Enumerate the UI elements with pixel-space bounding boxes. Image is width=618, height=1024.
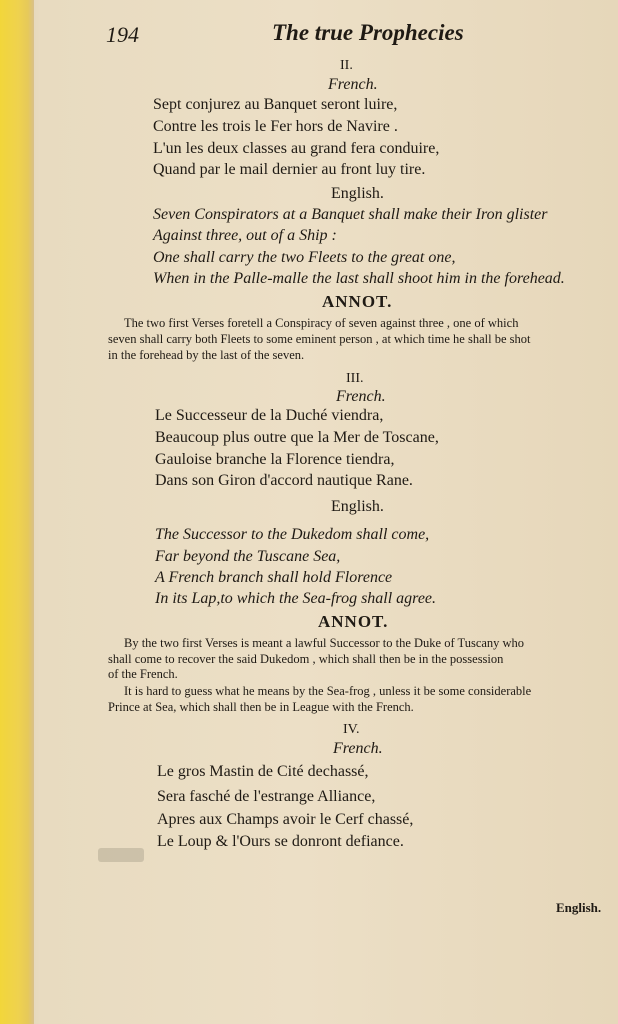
verse-line: One shall carry the two Fleets to the great one, (153, 249, 456, 266)
verse-line: Quand par le mail dernier au front luy tire. (153, 161, 426, 178)
annotation-line: of the French. (108, 667, 178, 681)
annotation-heading: ANNOT. (318, 612, 389, 631)
section-numeral: III. (346, 371, 364, 386)
verse-line: When in the Palle-malle the last shall shoot him in the forehead. (153, 270, 565, 287)
verse-line: Apres aux Champs avoir le Cerf chassé, (157, 811, 414, 828)
section-numeral: II. (340, 58, 353, 73)
annotation-line: in the forehead by the last of the seven. (108, 348, 305, 362)
verse-line: Le gros Mastin de Cité dechassé, (157, 763, 369, 780)
catchword: English. (556, 900, 602, 915)
section-language-heading: French. (328, 76, 378, 93)
annotation-heading: ANNOT. (322, 292, 393, 311)
annotation-line: seven shall carry both Fleets to some eminent person , at which time he shall be shot (108, 332, 531, 346)
section-language-heading: English. (331, 185, 384, 202)
verse-line: Sept conjurez au Banquet seront luire, (153, 96, 398, 113)
verse-line: Le Successeur de la Duché viendra, (155, 407, 384, 424)
ink-smudge (98, 848, 144, 862)
section-numeral: IV. (343, 722, 360, 737)
annotation-line: It is hard to guess what he means by the Sea-frog , unless it be some considerable (124, 684, 532, 698)
running-title: The true Prophecies (272, 20, 464, 45)
verse-line: Against three, out of a Ship : (153, 227, 337, 244)
verse-line: The Successor to the Dukedom shall come, (155, 526, 430, 543)
page-edge (0, 0, 34, 1024)
verse-line: Contre les trois le Fer hors de Navire . (153, 118, 398, 135)
verse-line: Dans son Giron d'accord nautique Rane. (155, 472, 413, 489)
verse-line: L'un les deux classes au grand fera conduire, (153, 140, 440, 157)
section-language-heading: French. (336, 388, 386, 405)
section-language-heading: English. (331, 498, 384, 515)
annotation-line: The two first Verses foretell a Conspiracy of seven against three , one of which (124, 316, 519, 330)
annotation-line: By the two first Verses is meant a lawful Successor to the Duke of Tuscany who (124, 636, 525, 650)
verse-line: Beaucoup plus outre que la Mer de Toscane, (155, 429, 439, 446)
verse-line: Sera fasché de l'estrange Alliance, (157, 788, 376, 805)
verse-line: Le Loup & l'Ours se donront defiance. (157, 833, 404, 850)
page-number: 194 (106, 22, 139, 47)
annotation-line: Prince at Sea, which shall then be in League with the French. (108, 700, 414, 714)
verse-line: Gauloise branche la Florence tiendra, (155, 451, 395, 468)
verse-line: In its Lap,to which the Sea-frog shall agree. (155, 590, 437, 607)
annotation-line: shall come to recover the said Dukedom , which shall then be in the possession (108, 652, 504, 666)
section-language-heading: French. (333, 740, 383, 757)
verse-line: Far beyond the Tuscane Sea, (155, 548, 341, 565)
verse-line: Seven Conspirators at a Banquet shall make their Iron glister (153, 206, 548, 223)
verse-line: A French branch shall hold Florence (155, 569, 393, 586)
